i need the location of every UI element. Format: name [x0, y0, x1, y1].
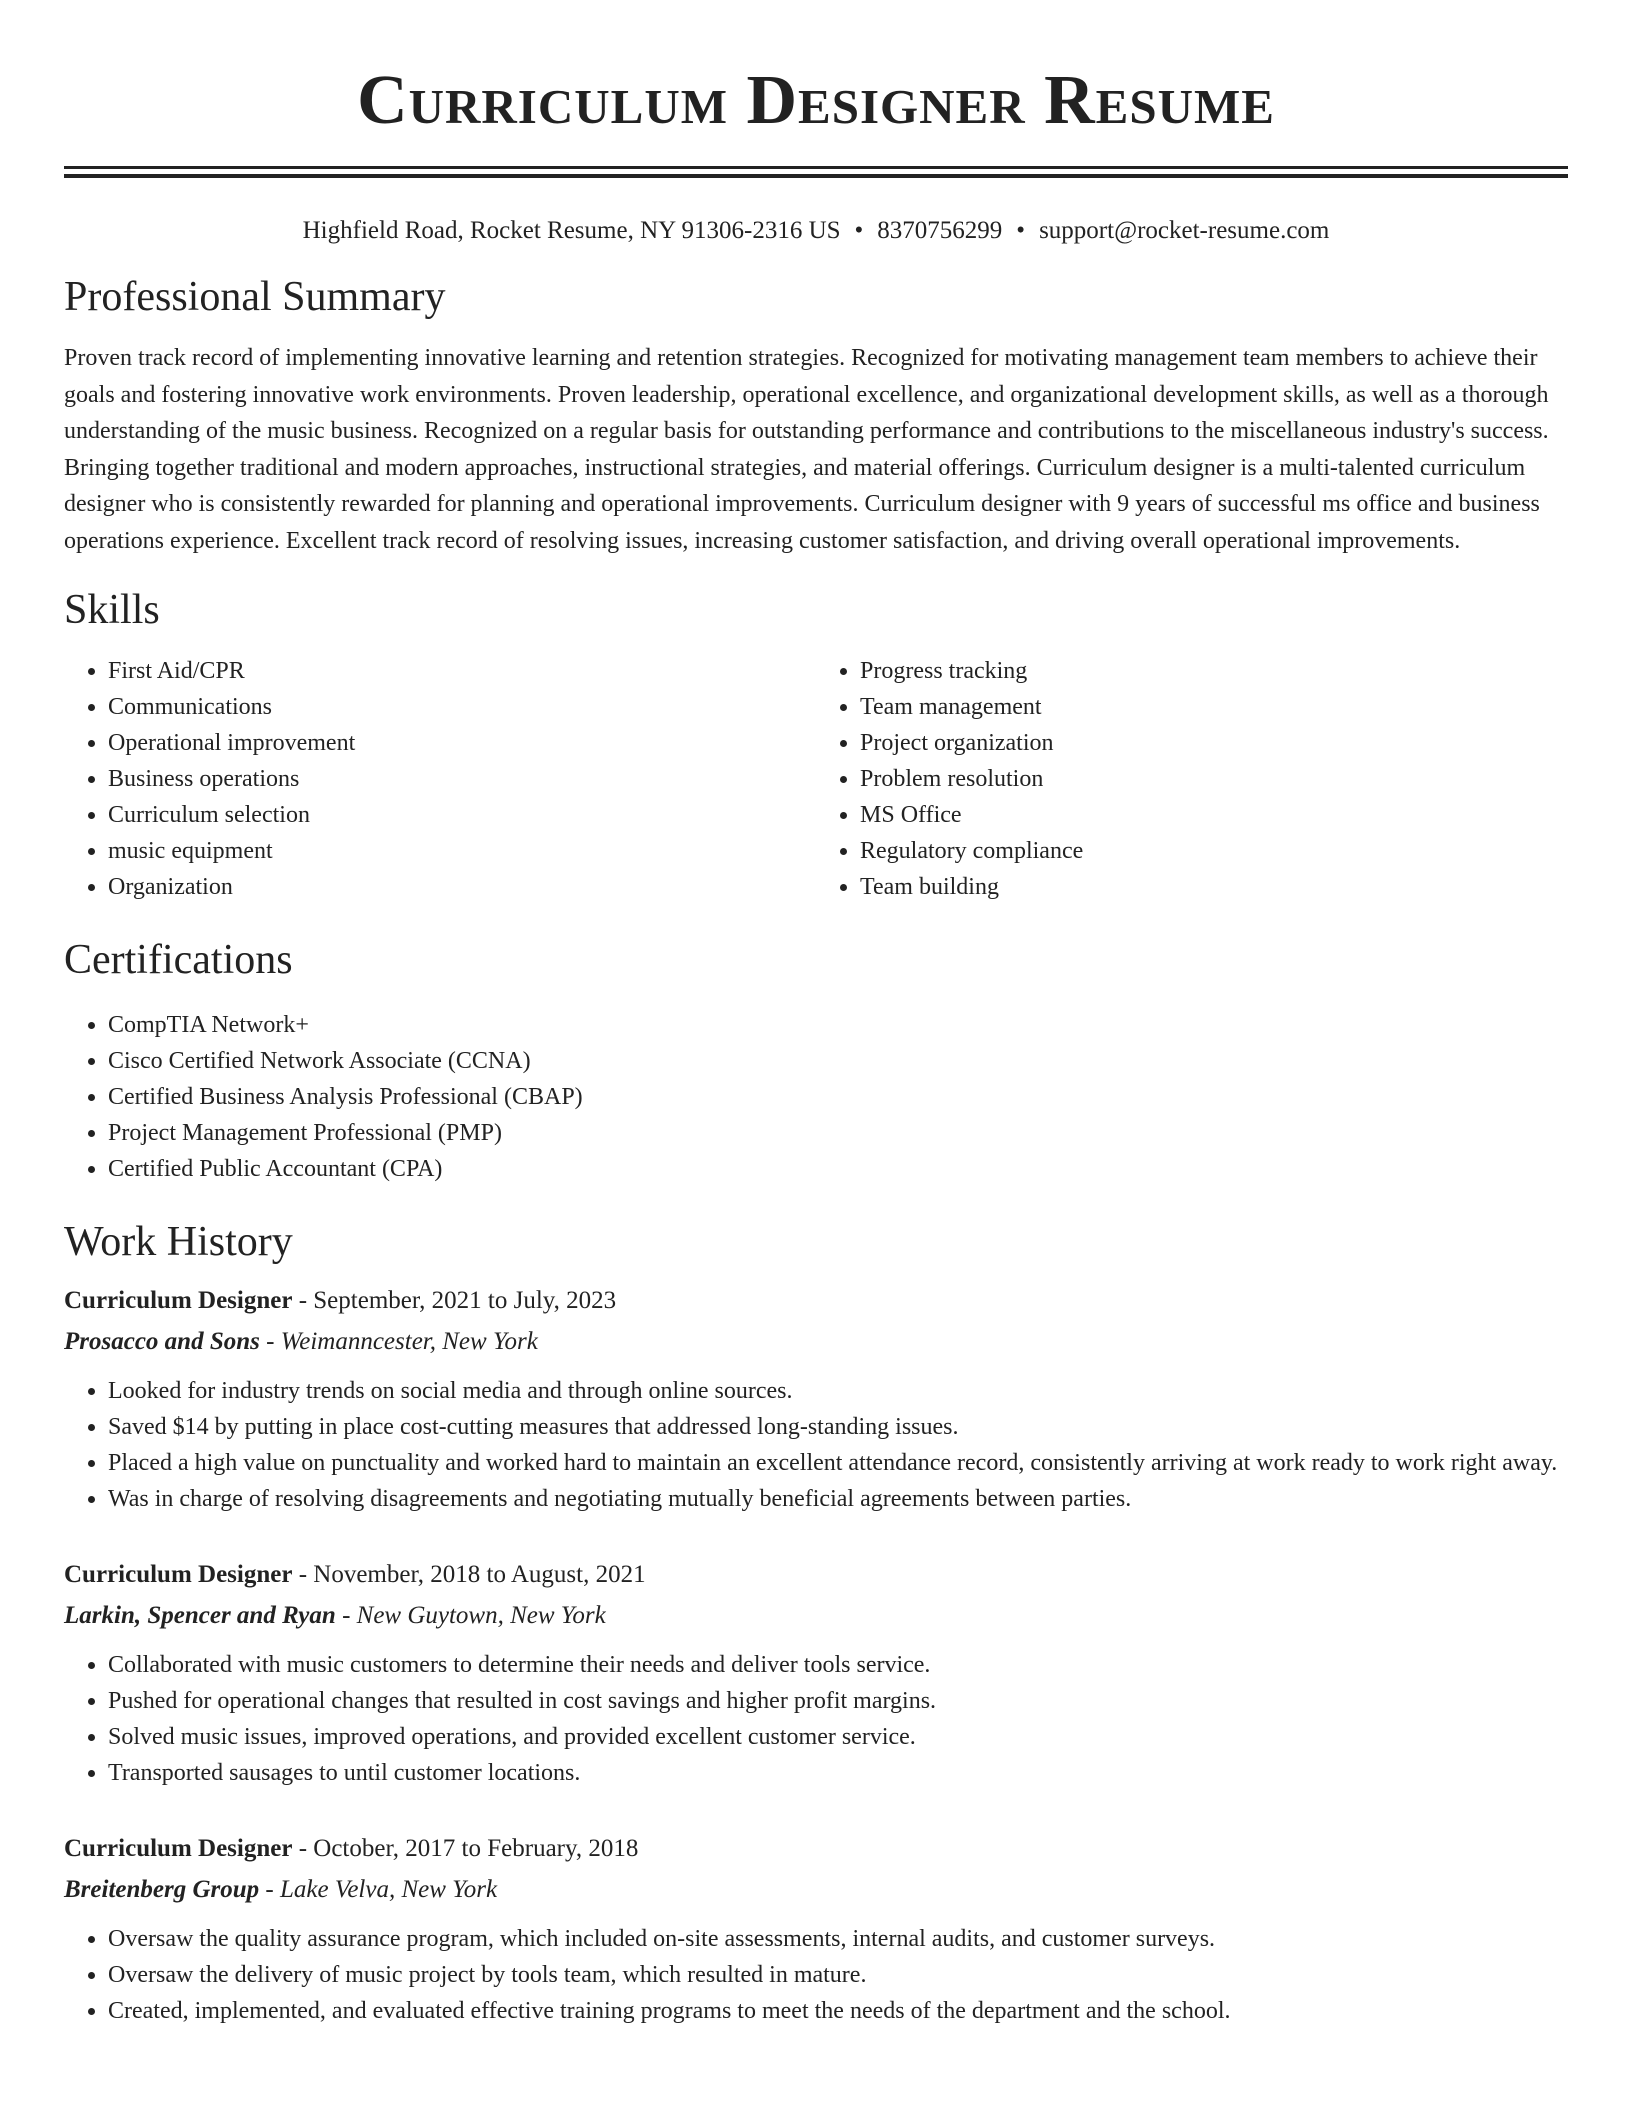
- job-title: Curriculum Designer: [64, 1287, 293, 1314]
- job-bullets: [64, 1373, 1568, 1517]
- job-bullet: • Collaborated with music customers to determine their needs and deliver tools service.: [108, 1647, 1568, 1683]
- job-dates: - November, 2018 to August, 2021: [292, 1561, 646, 1588]
- skill-item: • Team management: [860, 689, 1568, 725]
- skill-item: • Progress tracking: [860, 653, 1568, 689]
- job-title: Curriculum Designer: [64, 1561, 293, 1588]
- job-bullet: • Placed a high value on punctuality and worked hard to maintain an excellent attendance record, consistently arriving at work ready to work right away.: [108, 1445, 1568, 1481]
- job-bullet: • Oversaw the delivery of music project by tools team, which resulted in mature.: [108, 1957, 1568, 1993]
- job-entry: [64, 1283, 1568, 1517]
- contact-separator: •: [1016, 217, 1026, 244]
- skill-item: • Regulatory compliance: [860, 833, 1568, 869]
- skill-item: • music equipment: [108, 833, 816, 869]
- job-company-line: [64, 1597, 1568, 1635]
- skill-item: • Communications: [108, 689, 816, 725]
- skills-list-right: [816, 653, 1568, 905]
- skill-item: • Team building: [860, 869, 1568, 905]
- job-title-line: [64, 1283, 1568, 1319]
- skill-item: • Business operations: [108, 761, 816, 797]
- work-history-heading: Work History: [64, 1219, 293, 1265]
- skill-item: • Project organization: [860, 725, 1568, 761]
- resume-page: [64, 0, 1568, 2029]
- summary-text: Proven track record of implementing innovative learning and retention strategies. Recognized for motivating management team members to achieve their goals and fostering innovative work environments. Proven leadership, operational excellence, and organizational development skills, as well as a thorough understanding of the music business. Recognized on a regular basis for outstanding performance and contributions to the miscellaneous industry's success. Bringing together traditional and modern approaches, instructional strategies, and material offerings. Curriculum designer is a multi-talented curriculum designer who is consistently rewarded for planning and operational improvements. Curriculum designer with 9 years of successful ms office and business operations experience. Excellent track record of resolving issues, increasing customer satisfaction, and driving overall operational improvements.: [64, 345, 1549, 554]
- contact-address: Highfield Road, Rocket Resume, NY 91306-2316 US: [302, 217, 841, 244]
- skill-item: • Problem resolution: [860, 761, 1568, 797]
- job-entry: [64, 1557, 1568, 1791]
- job-company: Prosacco and Sons: [64, 1328, 260, 1355]
- certification-item: • CompTIA Network+: [108, 1007, 1568, 1043]
- job-bullet: • Created, implemented, and evaluated effective training programs to meet the needs of the department and the school.: [108, 1993, 1568, 2029]
- summary-heading: Professional Summary: [64, 274, 446, 320]
- certification-item: • Certified Public Accountant (CPA): [108, 1151, 1568, 1187]
- contact-line: [64, 214, 1568, 248]
- certification-item: • Project Management Professional (PMP): [108, 1115, 1568, 1151]
- job-company: Larkin, Spencer and Ryan: [64, 1602, 336, 1629]
- job-bullet: • Was in charge of resolving disagreements and negotiating mutually beneficial agreements between parties.: [108, 1481, 1568, 1517]
- skill-item: • Operational improvement: [108, 725, 816, 761]
- job-bullet: • Pushed for operational changes that resulted in cost savings and higher profit margins.: [108, 1683, 1568, 1719]
- skill-item: • First Aid/CPR: [108, 653, 816, 689]
- skills-list-left: [64, 653, 816, 905]
- skills-columns: [64, 653, 1568, 905]
- page-title: Curriculum Designer Resume: [357, 62, 1275, 139]
- job-title: Curriculum Designer: [64, 1835, 293, 1862]
- skill-item: • Curriculum selection: [108, 797, 816, 833]
- title-divider: [64, 166, 1568, 178]
- contact-phone: 8370756299: [877, 217, 1003, 244]
- contact-email: support@rocket-resume.com: [1039, 217, 1330, 244]
- job-entry: [64, 1831, 1568, 2029]
- job-company-line: [64, 1323, 1568, 1361]
- skill-item: • MS Office: [860, 797, 1568, 833]
- certifications-heading: Certifications: [64, 937, 293, 983]
- job-bullets: [64, 1647, 1568, 1791]
- job-company-line: [64, 1871, 1568, 1909]
- job-location: - Weimanncester, New York: [259, 1328, 538, 1355]
- contact-separator: •: [854, 217, 864, 244]
- job-bullet: • Looked for industry trends on social media and through online sources.: [108, 1373, 1568, 1409]
- job-dates: - October, 2017 to February, 2018: [292, 1835, 639, 1862]
- job-bullets: [64, 1921, 1568, 2029]
- skills-heading: Skills: [64, 587, 160, 633]
- certifications-list: [64, 1007, 1568, 1187]
- job-bullet: • Transported sausages to until customer locations.: [108, 1755, 1568, 1791]
- job-title-line: [64, 1557, 1568, 1593]
- job-bullet: • Oversaw the quality assurance program, which included on-site assessments, internal audits, and customer surveys.: [108, 1921, 1568, 1957]
- job-title-line: [64, 1831, 1568, 1867]
- job-location: - Lake Velva, New York: [259, 1876, 498, 1903]
- certification-item: • Certified Business Analysis Professional (CBAP): [108, 1079, 1568, 1115]
- certification-item: • Cisco Certified Network Associate (CCNA): [108, 1043, 1568, 1079]
- job-location: - New Guytown, New York: [335, 1602, 606, 1629]
- job-bullet: • Saved $14 by putting in place cost-cutting measures that addressed long-standing issues.: [108, 1409, 1568, 1445]
- job-dates: - September, 2021 to July, 2023: [292, 1287, 617, 1314]
- job-bullet: • Solved music issues, improved operations, and provided excellent customer service.: [108, 1719, 1568, 1755]
- skill-item: • Organization: [108, 869, 816, 905]
- job-company: Breitenberg Group: [64, 1876, 260, 1903]
